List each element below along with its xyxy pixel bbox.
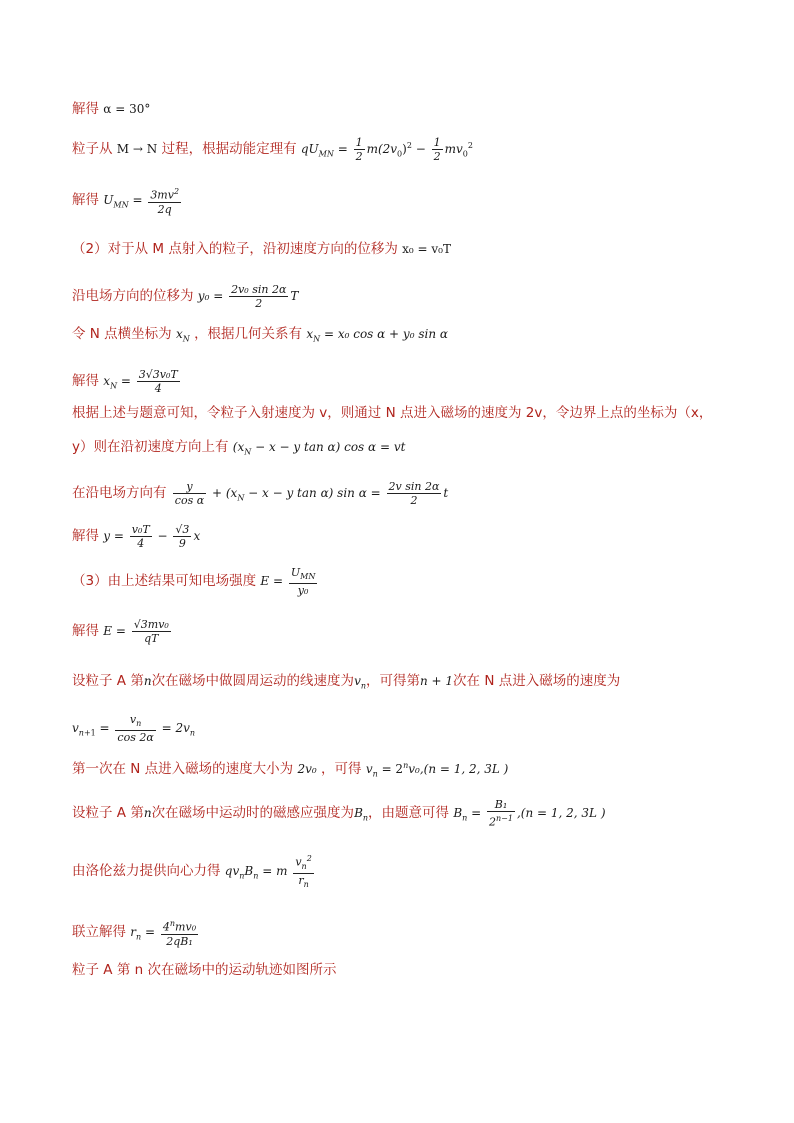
text: 解得 (72, 191, 99, 208)
equation-x0: x₀ = v₀T (402, 242, 451, 256)
text: （3）由上述结果可知电场强度 (72, 573, 257, 590)
equation-bn-general: $B_n$ = $\frac{\text{B₁}}{2^{n-1}}$ ,(n = 1, 2, 3L ) (453, 798, 606, 829)
solution-line-5 (72, 283, 298, 310)
solution-line-2 (72, 136, 473, 163)
solution-line-15 (72, 713, 195, 744)
text: y）则在沿初速度方向上有 (72, 439, 229, 455)
text: 过程，根据动能定理有 (161, 141, 297, 157)
equation-y-result: y = $\frac{\text{v₀T}}{4}$ − $\frac{√3}{9}$ x (103, 523, 201, 550)
equation-y0: y₀ = $\frac{\text{2v₀ sin 2α}}{2}$ T (197, 283, 299, 310)
equation-m-to-n: M → N (116, 142, 158, 156)
text: 次在磁场中做圆周运动的线速度为 (151, 673, 355, 689)
text: 解得 (72, 623, 99, 639)
text: 第一次在 N 点进入磁场的速度大小为 (72, 761, 294, 777)
text: 设粒子 A 第 (72, 804, 144, 821)
equation-n: n (143, 805, 152, 820)
solution-line-19 (72, 917, 200, 948)
solution-line-20: 粒子 A 第 n 次在磁场中的运动轨迹如图所示 (72, 962, 337, 978)
equation-field-direction: $\frac{y}{\text{cos α}}$ + ($x_N - x - y$ tan α) sin α = $\frac{\text{2v sin 2α}}{2}$ t (174, 480, 449, 507)
equation-initial-direction: ($x_N - x - y$ tan α) cos α = vt (232, 440, 406, 457)
equation-u-mn: $U_{MN}$ = $\frac{3mv^2}{2q}$ (103, 187, 180, 216)
text: ，可得第 (366, 673, 420, 689)
solution-line-17 (72, 798, 606, 829)
solution-line-3 (72, 185, 183, 216)
equation-kinetic: $qU_{MN}$ = $\frac{1}{2}$ $m(2v_0)^2$ − $\frac{1}{2}$ $mv_0^2$ (300, 136, 473, 163)
equation-alpha: α = 30° (103, 102, 151, 116)
solution-line-6 (72, 325, 448, 348)
solution-line-1 (72, 100, 150, 118)
equation-n: n (143, 674, 152, 688)
text: 由洛伦兹力提供向心力得 (72, 863, 221, 880)
text: 沿电场方向的位移为 (72, 288, 194, 304)
equation-vn: $v_n$ (354, 674, 366, 691)
solution-line-8: 根据上述与题意可知，令粒子入射速度为 v，则通过 N 点进入磁场的速度为 2v，令边界上点的坐标为（x， (72, 405, 713, 421)
solution-line-11 (72, 523, 200, 550)
text: 解得 (72, 373, 99, 389)
equation-xn: $x_N$ (175, 327, 190, 344)
solution-line-7 (72, 368, 182, 395)
text: 次在 N 点进入磁场的速度为 (453, 673, 621, 689)
text: ，根据几何关系有 (194, 326, 303, 342)
equation-lorentz: $qv_nB_n = m$ $\frac{v_n^2}{r_n}$ (224, 854, 312, 890)
solution-line-14 (72, 672, 620, 695)
text: 次在磁场中运动时的磁感应强度为 (151, 804, 355, 821)
text: 令 N 点横坐标为 (72, 326, 172, 342)
solution-line-16 (72, 757, 508, 783)
equation-e-field: E = $\frac{U_{MN}}{\text{y₀}}$ (260, 566, 316, 598)
equation-vn-general: $v_n = 2^nv_0,(n = 1$, 2, 3L ) (365, 761, 509, 779)
text: ，由题意可得 (368, 804, 450, 821)
solution-line-12 (72, 566, 319, 597)
solution-line-10 (72, 480, 448, 507)
equation-geometry: $x_N = x_0$ cos α + y₀ sin α (306, 327, 448, 344)
equation-xn-result: $x_N$ = $\frac{\text{3√3v₀T}}{4}$ (103, 368, 178, 395)
equation-2v0: 2v₀ (297, 762, 317, 776)
equation-n-plus-1: n + 1 (420, 674, 454, 688)
equation-bn: $B_n$ (354, 805, 369, 823)
text: 解得 (72, 528, 99, 544)
text: ，可得 (321, 761, 362, 777)
text: 联立解得 (72, 923, 126, 940)
text: （2）对于从 M 点射入的粒子，沿初速度方向的位移为 (72, 241, 398, 257)
solution-line-18 (72, 852, 316, 891)
text: 解得 (72, 101, 99, 117)
solution-line-13 (72, 618, 173, 645)
text: 粒子从 (72, 141, 113, 157)
text: 设粒子 A 第 (72, 673, 144, 689)
equation-rn: $r_n$ = $\frac{4^nmv_0}{\text{2qB₁}}$ (130, 919, 197, 948)
equation-e-result: E = $\frac{\text{√3mv₀}}{qT}$ (103, 618, 169, 645)
text: 在沿电场方向有 (72, 485, 167, 501)
equation-vn-plus-1: $v_{n+1}$ = $\frac{v_n}{\cos 2\alpha}$ = $2v_n$ (72, 713, 196, 745)
solution-line-9 (72, 438, 405, 461)
solution-line-4 (72, 240, 451, 258)
